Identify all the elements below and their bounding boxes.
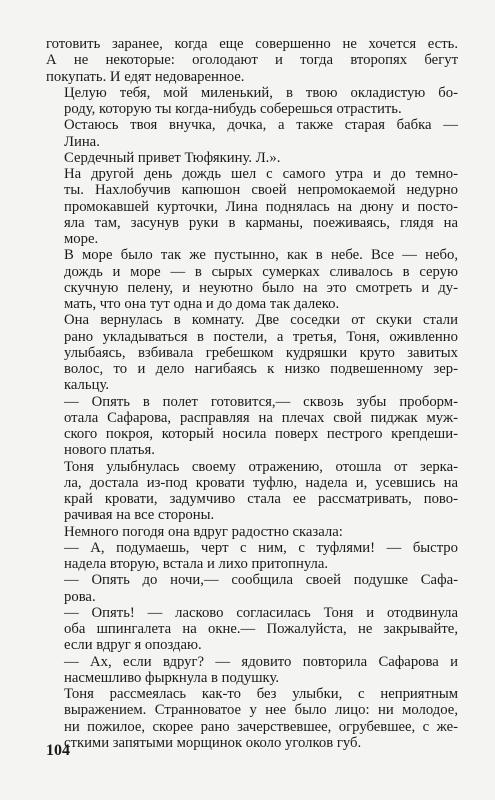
text-line: ла, достала из-под кровати туфлю, надела и, усевшись на [64, 474, 458, 491]
text-line: ского покроя, который носила поверх пестрого крепдеши- [64, 426, 458, 442]
paragraph [46, 524, 458, 540]
text-line: рано укладываться в постели, а третья, Тоня, оживленно [64, 328, 458, 345]
text-line: — Опять в полет готовится,— сквозь зубы проборм- [64, 393, 458, 410]
text-line: Лина. [64, 133, 100, 150]
text-line: В море было так же пустынно, как в небе. Все — небо, [64, 247, 458, 264]
body-text [46, 36, 458, 751]
text-line: оба шпингалета на окне.— Пожалуйста, не закрывайте, [64, 621, 458, 637]
text-line: дождь и море — в сырых сумерках сливалось в серую [64, 263, 458, 280]
text-line: промокавшей курточки, Лина поднялась на дюну и посто- [64, 198, 458, 215]
text-line: Тоня улыбнулась своему отражению, отошла от зерка- [64, 458, 458, 475]
text-line: покупать. И едят недоваренное. [46, 68, 245, 85]
text-line: Остаюсь твоя внучка, дочка, а также старая бабка — [64, 117, 458, 134]
paragraph [46, 654, 458, 687]
text-line: море. [64, 231, 99, 247]
paragraph [46, 117, 458, 150]
text-line: Сердечный привет Тюфякину. Л.». [64, 149, 281, 166]
text-line: — Опять! — ласково согласилась Тоня и отодвинула [64, 604, 458, 621]
paragraph [46, 540, 458, 573]
text-line: кальцу. [64, 377, 109, 394]
paragraph [46, 36, 458, 85]
paragraph [46, 312, 458, 393]
paragraph [46, 150, 458, 166]
paragraph [46, 686, 458, 751]
text-line: рачивая на все стороны. [64, 507, 215, 524]
text-line: Немного погодя она вдруг радостно сказала: [64, 523, 343, 540]
text-line: надела вторую, встала и лихо притопнула. [64, 556, 329, 572]
paragraph [46, 572, 458, 605]
text-line: край кровати, задумчиво стала ее рассматривать, пово- [64, 491, 458, 507]
text-line: насмешливо фыркнула в подушку. [64, 669, 279, 686]
page-number: 104 [46, 742, 70, 759]
text-line: скучную пелену, и неуютно было на это смотреть и ду- [64, 279, 458, 296]
text-line: — Опять до ночи,— сообщила своей подушке Сафа- [64, 572, 458, 589]
text-line: нового платья. [64, 442, 155, 459]
text-line: На другой день дождь шел с самого утра и до темно- [64, 166, 458, 182]
text-line: Она вернулась в комнату. Две соседки от скуки стали [64, 312, 458, 329]
paragraph [46, 247, 458, 312]
text-line: роду, которую ты когда-нибудь соберешься отрастить. [64, 101, 402, 117]
paragraph [46, 459, 458, 524]
text-line: выражением. Странноватое у нее было лицо: ни молодое, [64, 702, 458, 719]
text-line: яла там, засунув руки в карманы, поеживаясь, глядя на [64, 214, 458, 231]
text-line: рова. [64, 588, 96, 605]
text-line: — А, подумаешь, черт с ним, с туфлями! — быстро [64, 539, 458, 556]
text-line: ни пожилое, скорее рано зачерствевшее, огрубевшее, с же- [64, 718, 458, 735]
text-line: Тоня рассмеялась как-то без улыбки, с неприятным [64, 686, 458, 702]
text-line: ты. Нахлобучив капюшон своей непромокаемой недурно [64, 182, 458, 199]
text-line: — Ах, если вдруг? — ядовито повторила Сафарова и [64, 653, 458, 670]
text-line: отала Сафарова, расправляя на плечах свой пиджак муж- [64, 409, 458, 426]
text-line: сткими запятыми морщинок около уголков губ. [64, 734, 362, 751]
text-line: А не некоторые: оголодают и тогда второпях бегут [46, 52, 458, 69]
paragraph [46, 85, 458, 118]
paragraph [46, 605, 458, 654]
text-line: готовить заранее, когда еще совершенно не хочется есть. [46, 36, 458, 52]
paragraph [46, 394, 458, 459]
paragraph [46, 166, 458, 247]
text-line: волос, то и дело нагибаясь к низко подвешенному зер- [64, 361, 458, 377]
text-line: Целую тебя, мой миленький, в твою окладистую бо- [64, 84, 458, 101]
text-line: улыбаясь, взбивала гребешком кудряшки круто завитых [64, 344, 458, 361]
text-line: мать, что она тут одна и до дома так далеко. [64, 296, 340, 312]
text-line: если вдруг я опоздаю. [64, 637, 202, 654]
